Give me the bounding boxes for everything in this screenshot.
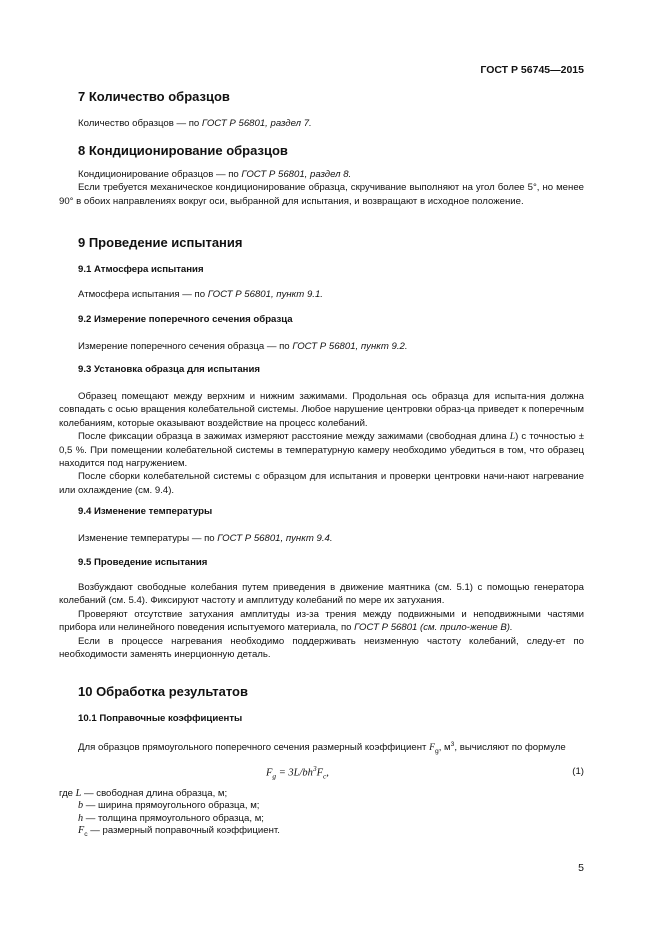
- subsection-9-1-heading: 9.1 Атмосфера испытания: [78, 264, 204, 275]
- section-8-heading: 8 Кондиционирование образцов: [78, 143, 288, 158]
- gost-reference: ГОСТ Р 56801, пункт 9.1.: [207, 289, 323, 300]
- subsection-9-5-text: Возбуждают свободные колебания путем приведения в движение маятника (см. 5.1) с помощью генератора колебаний (см. 5.4). Фиксируют частоту и амплитуду колебаний по мере их затухания. Проверяют отсутствие затухания амплитуды из-за трения между подвижными и неподвижными частями прибора или нелинейного поведения испытуемого материала, по ГОСТ Р 56801 (см. прило-жение В). Если в процессе нагревания необходимо поддерживать неизменную частоту колебаний, следу-ет по необходимости заменять инерционную деталь.: [59, 582, 584, 661]
- subsection-9-3-text: Образец помещают между верхним и нижним зажимами. Продольная ось образца для испыта-ния должна совпадать с осью вращения колебательной системы. Любое нарушение центровки образ-ца приведет к поперечным колебаниям, которые оказывают воздействие на процесс колебаний. После фиксации образца в зажимах измеряют расстояние между зажимами (свободная длина L) с точностью ± 0,5 %. При помещении колебательной системы в температурную камеру необходимо убедиться в том, что образец находится под нагружением. После сборки колебательной системы с образцом для испытания и проверки центровки начи-нают нагревание или охлаждение (см. 9.4).: [59, 391, 584, 496]
- formula-1: $F_g = 3L/bh^3F_c$,: [266, 764, 329, 781]
- gost-reference: ГОСТ Р 56801, пункт 9.2.: [292, 341, 408, 352]
- subsection-10-1-text: Для образцов прямоугольного поперечного сечения размерный коэффициент $F_g$, $м^3$, вычисляют по формуле: [78, 741, 566, 756]
- section-10-heading: 10 Обработка результатов: [78, 684, 248, 699]
- legend-row: $F_c$ — размерный поправочный коэффициент.: [78, 825, 280, 839]
- gost-reference: ГОСТ Р 56801 (см. прило-жение В).: [354, 622, 513, 634]
- subsection-9-2-text: Измерение поперечного сечения образца — по ГОСТ Р 56801, пункт 9.2.: [78, 341, 408, 352]
- section-7-heading: 7 Количество образцов: [78, 89, 230, 104]
- legend-row: h — толщина прямоугольного образца, м;: [78, 812, 264, 824]
- subsection-9-3-heading: 9.3 Установка образца для испытания: [78, 364, 260, 375]
- gost-reference: ГОСТ Р 56801, раздел 7.: [201, 118, 312, 129]
- standard-designation: ГОСТ Р 56745—2015: [480, 64, 584, 76]
- page-number: 5: [578, 862, 584, 874]
- section-9-heading: 9 Проведение испытания: [78, 235, 243, 250]
- section-7-text: Количество образцов — по ГОСТ Р 56801, раздел 7.: [78, 118, 312, 129]
- subsection-9-2-heading: 9.2 Измерение поперечного сечения образца: [78, 314, 293, 325]
- legend-row: b — ширина прямоугольного образца, м;: [78, 800, 260, 812]
- subsection-9-1-text: Атмосфера испытания — по ГОСТ Р 56801, пункт 9.1.: [78, 289, 323, 300]
- subsection-10-1-heading: 10.1 Поправочные коэффициенты: [78, 713, 243, 724]
- formula-number: (1): [572, 766, 584, 777]
- gost-reference: ГОСТ Р 56801, раздел 8.: [241, 169, 352, 180]
- subsection-9-4-heading: 9.4 Изменение температуры: [78, 506, 213, 517]
- section-8-text: Кондиционирование образцов — по ГОСТ Р 56801, раздел 8. Если требуется механическое кондиционирование образца, скручивание выполняют на угол более 5°, но менее 90° в обоих направлениях вокруг оси, выбранной для испытания, и возвращают в исходное положение.: [59, 169, 584, 207]
- legend-row: где L — свободная длина образца, м;: [59, 788, 228, 799]
- subsection-9-4-text: Изменение температуры — по ГОСТ Р 56801, пункт 9.4.: [78, 533, 333, 544]
- formula-legend: [59, 788, 280, 842]
- gost-reference: ГОСТ Р 56801, пункт 9.4.: [217, 533, 333, 544]
- subsection-9-5-heading: 9.5 Проведение испытания: [78, 557, 208, 568]
